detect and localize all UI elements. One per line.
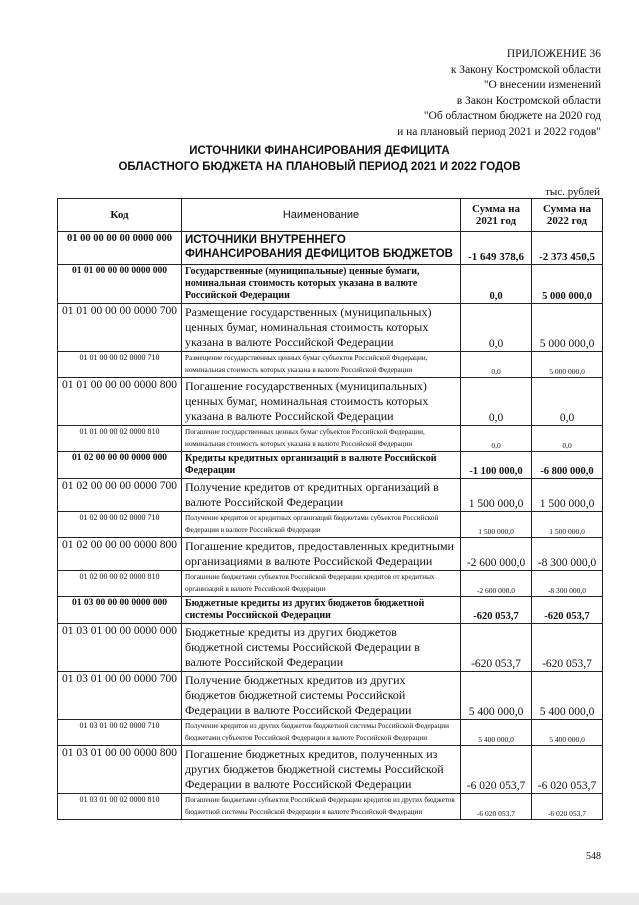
table-row	[58, 794, 603, 820]
row-name: Бюджетные кредиты из других бюджетов бюджетной системы Российской Федерации в валюте Российской Федерации	[182, 624, 461, 672]
header-line: "О внесении изменений	[483, 79, 601, 91]
row-sum-2021: -620 053,7	[461, 624, 532, 672]
row-name: Бюджетные кредиты из других бюджетов бюджетной системы Российской Федерации	[182, 597, 461, 624]
row-sum-2022: 5 400 000,0	[532, 672, 603, 720]
row-name: Погашение кредитов, предоставленных кредитными организациями в валюте Российской Федерации	[182, 538, 461, 571]
row-sum-2021: -620 053,7	[461, 597, 532, 624]
row-sum-2021: 1 500 000,0	[461, 479, 532, 512]
table-row	[58, 746, 603, 794]
row-name: Размещение государственных ценных бумаг субъектов Российской Федерации, номинальная стоимость которых указана в валюте Российской Федерации	[182, 352, 461, 378]
column-header-sum-2022: Сумма на 2022 год	[532, 199, 603, 232]
row-sum-2022: 5 000 000,0	[532, 265, 603, 304]
table-row	[58, 265, 603, 304]
row-sum-2022: -6 800 000,0	[532, 452, 603, 479]
appendix-header	[397, 47, 601, 140]
row-code: 01 03 01 00 00 0000 800	[58, 746, 182, 794]
row-name: Размещение государственных (муниципальных) ценных бумаг, номинальная стоимость которых указана в валюте Российской Федерации	[182, 304, 461, 352]
row-code: 01 02 00 00 00 0000 700	[58, 479, 182, 512]
row-sum-2021: -6 020 053,7	[461, 794, 532, 820]
table-row	[58, 538, 603, 571]
row-sum-2022: -2 373 450,5	[532, 232, 603, 265]
row-sum-2022: 0,0	[532, 378, 603, 426]
header-line: "Об областном бюджете на 2020 год	[423, 110, 601, 122]
table-row	[58, 352, 603, 378]
row-sum-2022: 1 500 000,0	[532, 512, 603, 538]
table-row	[58, 597, 603, 624]
row-code: 01 01 00 00 00 0000 800	[58, 378, 182, 426]
title-line-1: ИСТОЧНИКИ ФИНАНСИРОВАНИЯ ДЕФИЦИТА	[189, 145, 450, 157]
table-row	[58, 479, 603, 512]
row-code: 01 03 01 00 00 0000 700	[58, 672, 182, 720]
row-sum-2022: -8 300 000,0	[532, 571, 603, 597]
row-sum-2022: -8 300 000,0	[532, 538, 603, 571]
row-sum-2022: -6 020 053,7	[532, 794, 603, 820]
row-sum-2022: -620 053,7	[532, 597, 603, 624]
document-title	[0, 143, 639, 175]
units-label: тыс. рублей	[545, 186, 600, 198]
table-row	[58, 672, 603, 720]
table-row	[58, 452, 603, 479]
row-sum-2021: -1 649 378,6	[461, 232, 532, 265]
row-code: 01 01 00 00 00 0000 000	[58, 265, 182, 304]
row-name: Погашение государственных (муниципальных) ценных бумаг, номинальная стоимость которых указана в валюте Российской Федерации	[182, 378, 461, 426]
header-line: и на плановый период 2021 и 2022 годов"	[397, 125, 601, 138]
row-sum-2021: -2 600 000,0	[461, 571, 532, 597]
row-sum-2021: -2 600 000,0	[461, 538, 532, 571]
row-name: Погашение государственных ценных бумаг субъектов Российской Федерации, номинальная стоимость которых указана в валюте Российской Федерации	[182, 426, 461, 452]
row-sum-2022: 5 000 000,0	[532, 352, 603, 378]
row-sum-2022: 5 000 000,0	[532, 304, 603, 352]
row-code: 01 03 01 00 02 0000 710	[58, 720, 182, 746]
row-code: 01 02 00 00 02 0000 710	[58, 512, 182, 538]
row-sum-2022: 5 400 000,0	[532, 720, 603, 746]
scan-bottom-edge	[0, 893, 639, 905]
table-row	[58, 232, 603, 265]
row-code: 01 02 00 00 00 0000 800	[58, 538, 182, 571]
row-sum-2021: 0,0	[461, 378, 532, 426]
page-number: 548	[586, 851, 601, 862]
row-sum-2021: -6 020 053,7	[461, 746, 532, 794]
financing-sources-table	[57, 198, 603, 820]
column-header-code: Код	[58, 199, 182, 232]
row-sum-2021: 0,0	[461, 304, 532, 352]
header-line: в Закон Костромской области	[456, 94, 601, 107]
table-row	[58, 426, 603, 452]
row-sum-2022: -6 020 053,7	[532, 746, 603, 794]
row-sum-2021: 1 500 000,0	[461, 512, 532, 538]
row-sum-2022: 1 500 000,0	[532, 479, 603, 512]
table-row	[58, 304, 603, 352]
header-line: ПРИЛОЖЕНИЕ 36	[506, 48, 601, 60]
row-name: Погашение бюджетами субъектов Российской Федерации кредитов из других бюджетов бюджетной системы Российской Федерации в валюте Российской Федерации	[182, 794, 461, 820]
row-code: 01 01 00 00 00 0000 700	[58, 304, 182, 352]
row-code: 01 03 01 00 00 0000 000	[58, 624, 182, 672]
row-sum-2022: -620 053,7	[532, 624, 603, 672]
row-sum-2021: 0,0	[461, 265, 532, 304]
row-code: 01 01 00 00 02 0000 710	[58, 352, 182, 378]
row-code: 01 02 00 00 02 0000 810	[58, 571, 182, 597]
row-sum-2021: -1 100 000,0	[461, 452, 532, 479]
row-name: Погашение бюджетами субъектов Российской Федерации кредитов от кредитных организаций в валюте Российской Федерации	[182, 571, 461, 597]
column-header-sum-2021: Сумма на 2021 год	[461, 199, 532, 232]
table-row	[58, 378, 603, 426]
row-code: 01 03 00 00 00 0000 000	[58, 597, 182, 624]
row-name: Кредиты кредитных организаций в валюте Российской Федерации	[182, 452, 461, 479]
table-row	[58, 720, 603, 746]
row-name: ИСТОЧНИКИ ВНУТРЕННЕГО ФИНАНСИРОВАНИЯ ДЕФИЦИТОВ БЮДЖЕТОВ	[182, 232, 461, 265]
row-name: Государственные (муниципальные) ценные бумаги, номинальная стоимость которых указана в валюте Российской Федерации	[182, 265, 461, 304]
header-line: к Закону Костромской области	[450, 63, 601, 76]
title-line-2: ОБЛАСТНОГО БЮДЖЕТА НА ПЛАНОВЫЙ ПЕРИОД 2021 И 2022 ГОДОВ	[118, 161, 521, 173]
table-row	[58, 512, 603, 538]
table-header-row	[58, 199, 603, 232]
row-code: 01 03 01 00 02 0000 810	[58, 794, 182, 820]
row-code: 01 02 00 00 00 0000 000	[58, 452, 182, 479]
row-name: Получение бюджетных кредитов из других бюджетов бюджетной системы Российской Федерации в валюте Российской Федерации	[182, 672, 461, 720]
row-name: Получение кредитов из других бюджетов бюджетной системы Российской Федерации бюджетами субъектов Российской Федерации в валюте Российской Федерации	[182, 720, 461, 746]
row-sum-2021: 0,0	[461, 352, 532, 378]
row-name: Получение кредитов от кредитных организаций в валюте Российской Федерации	[182, 479, 461, 512]
row-name: Получение кредитов от кредитных организаций бюджетами субъектов Российской Федерации в валюте Российской Федерации	[182, 512, 461, 538]
table-row	[58, 624, 603, 672]
row-code: 01 00 00 00 00 0000 000	[58, 232, 182, 265]
row-name: Погашение бюджетных кредитов, полученных из других бюджетов бюджетной системы Российской Федерации в валюте Российской Федерации	[182, 746, 461, 794]
row-code: 01 01 00 00 02 0000 810	[58, 426, 182, 452]
row-sum-2022: 0,0	[532, 426, 603, 452]
row-sum-2021: 5 400 000,0	[461, 672, 532, 720]
table-row	[58, 571, 603, 597]
row-sum-2021: 0,0	[461, 426, 532, 452]
column-header-name: Наименование	[182, 199, 461, 232]
row-sum-2021: 5 400 000,0	[461, 720, 532, 746]
